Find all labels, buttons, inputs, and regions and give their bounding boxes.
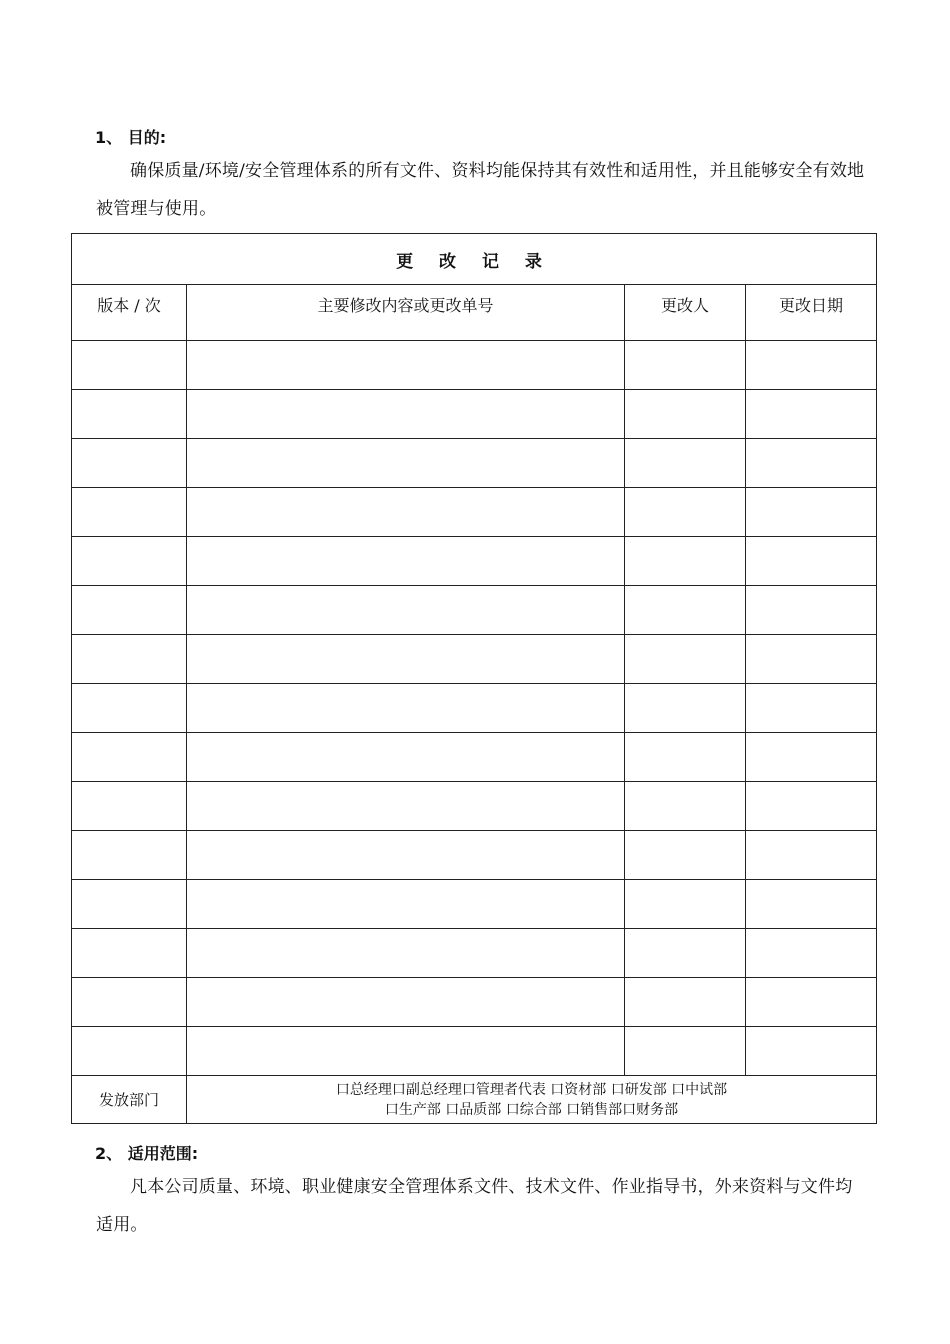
table-cell [625, 586, 746, 635]
table-cell [72, 733, 187, 782]
table-cell [187, 929, 625, 978]
change-record-body [72, 341, 877, 1076]
section-2-heading: 2、 适用范围: [95, 1144, 199, 1163]
table-cell [187, 488, 625, 537]
table-cell [625, 880, 746, 929]
table-cell [746, 733, 877, 782]
change-record-title: 更 改 记 录 [72, 234, 877, 285]
table-row [72, 635, 877, 684]
table-cell [72, 341, 187, 390]
table-row [72, 880, 877, 929]
table-cell [625, 978, 746, 1027]
change-record-title-row [72, 234, 877, 285]
table-cell [72, 880, 187, 929]
table-cell [72, 537, 187, 586]
column-header-content: 主要修改内容或更改单号 [187, 285, 625, 341]
table-cell [187, 635, 625, 684]
table-cell [72, 929, 187, 978]
table-cell [187, 537, 625, 586]
table-cell [625, 929, 746, 978]
section-1-body: 确保质量/环境/安全管理体系的所有文件、资料均能保持其有效性和适用性，并且能够安全有效地被管理与使用。 [96, 161, 865, 219]
table-cell [187, 341, 625, 390]
table-row [72, 341, 877, 390]
table-cell [746, 880, 877, 929]
table-row [72, 782, 877, 831]
table-cell [746, 439, 877, 488]
table-cell [72, 488, 187, 537]
table-cell [72, 782, 187, 831]
table-row [72, 831, 877, 880]
table-cell [625, 684, 746, 733]
table-cell [746, 488, 877, 537]
table-cell [746, 635, 877, 684]
distribution-options-line-2: 口生产部 口品质部 口综合部 口销售部口财务部 [384, 1101, 679, 1118]
table-cell [72, 390, 187, 439]
change-record-header-row [72, 285, 877, 341]
distribution-row [72, 1076, 877, 1124]
table-cell [625, 831, 746, 880]
table-row [72, 929, 877, 978]
table-cell [187, 439, 625, 488]
table-cell [625, 1027, 746, 1076]
table-cell [625, 733, 746, 782]
table-row [72, 488, 877, 537]
table-cell [72, 439, 187, 488]
table-cell [625, 439, 746, 488]
table-cell [625, 782, 746, 831]
table-cell [746, 684, 877, 733]
section-2-body: 凡本公司质量、环境、职业健康安全管理体系文件、技术文件、作业指导书，外来资料与文件均适用。 [96, 1177, 853, 1235]
table-row [72, 1027, 877, 1076]
table-cell [746, 978, 877, 1027]
table-cell [72, 586, 187, 635]
table-cell [625, 341, 746, 390]
table-cell [187, 390, 625, 439]
table-row [72, 978, 877, 1027]
table-row [72, 537, 877, 586]
table-cell [625, 537, 746, 586]
table-cell [746, 831, 877, 880]
table-cell [187, 782, 625, 831]
table-cell [625, 635, 746, 684]
distribution-options [187, 1076, 877, 1124]
table-cell [72, 684, 187, 733]
table-cell [187, 978, 625, 1027]
distribution-options-line-1: 口总经理口副总经理口管理者代表 口资材部 口研发部 口中试部 [335, 1081, 728, 1098]
table-cell [625, 488, 746, 537]
table-cell [187, 831, 625, 880]
column-header-version: 版本 / 次 [72, 285, 187, 341]
section-1-heading: 1、 目的: [95, 128, 167, 147]
table-cell [746, 1027, 877, 1076]
table-cell [72, 978, 187, 1027]
table-cell [746, 341, 877, 390]
table-cell [187, 1027, 625, 1076]
table-cell [746, 390, 877, 439]
table-row [72, 439, 877, 488]
column-header-date: 更改日期 [746, 285, 877, 341]
column-header-changer: 更改人 [625, 285, 746, 341]
table-cell [625, 390, 746, 439]
table-cell [187, 586, 625, 635]
table-cell [746, 586, 877, 635]
change-record-table [71, 233, 877, 1124]
table-cell [746, 929, 877, 978]
distribution-label: 发放部门 [72, 1076, 187, 1124]
table-row [72, 586, 877, 635]
table-cell [187, 880, 625, 929]
table-cell [72, 1027, 187, 1076]
table-cell [72, 831, 187, 880]
table-cell [746, 782, 877, 831]
table-cell [72, 635, 187, 684]
table-row [72, 390, 877, 439]
table-row [72, 684, 877, 733]
table-cell [746, 537, 877, 586]
table-cell [187, 684, 625, 733]
table-row [72, 733, 877, 782]
table-cell [187, 733, 625, 782]
